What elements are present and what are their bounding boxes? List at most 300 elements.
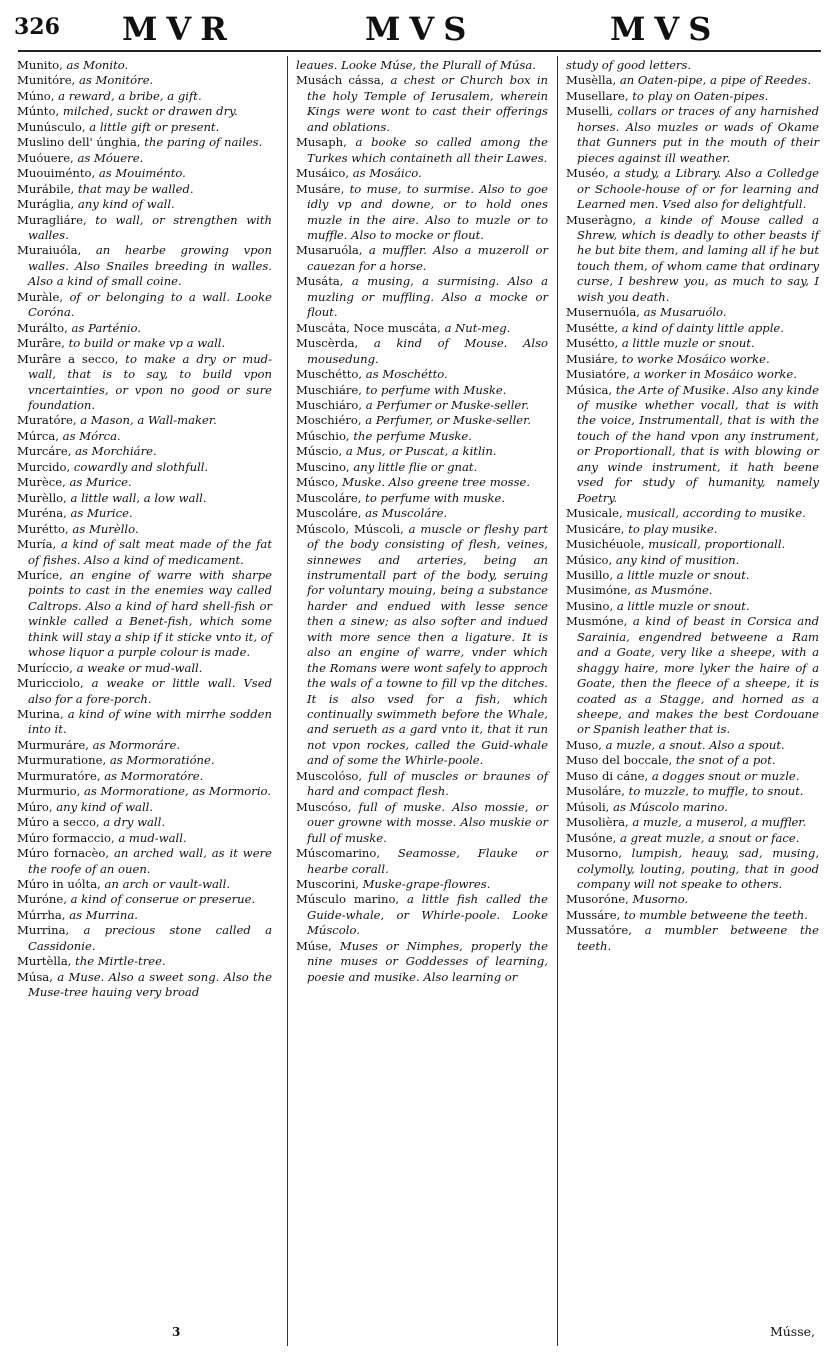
entry-headword: Múro in uólta, [17,877,101,892]
entry-definition: the paring of nailes. [144,135,263,150]
entry-definition: a muscle or fleshy part of the body consisting of flesh, veines, sinnewes and arteries, being an instrumentall part of the body, seruing for voluntary mouing, being a substance harder and endued with lesse sence then a sinew; as also softer and indued with more sence then a ligature. It is also an engine of warre, vnder which the Romans were wont safely to approch the wals of a towne to fill vp the ditches. It is also vsed for a fish, which continually swimmeth before the Whale, and serueth as a gard vnto it, that it run not vpon rockes, called the Guid-whale and of some the Whirle-poole. [307,521,548,768]
entry-headword: Murmuratóre, [17,768,101,783]
dictionary-entry [17,166,272,181]
dictionary-entry [17,769,272,784]
dictionary-entry [296,367,548,382]
entry-definition: to play on Oaten-pipes. [632,88,769,103]
entry-headword: Musóne, [566,830,617,845]
entry-headword: Múschio, [296,428,350,443]
entry-headword: Muraiuóla, [17,243,82,258]
entry-definition: a little muzle or snout. [616,598,750,613]
dictionary-entry [296,135,548,166]
entry-headword: Muróne, [17,892,67,907]
entry-definition: collars or traces of any harnished horses. Also muzles or wads of Okame that Gunners put in the mouth of their pieces against ill weather. [577,104,819,165]
entry-headword: Musoláre, [566,784,625,799]
entry-definition: a weake or little wall. Vsed also for a fore-porch. [28,676,272,706]
entry-definition: an hearbe growing vpon walles. Also Snailes breeding in walles. Also a kind of small coine. [28,243,272,289]
entry-headword: Múrca, [17,428,59,443]
dictionary-entry [296,444,548,459]
entry-headword: Musáta, [296,274,344,289]
entry-headword: Murèllo, [17,490,67,505]
dictionary-entry [17,970,272,1001]
entry-definition: as Parténio. [71,320,141,335]
dictionary-entry [17,429,272,444]
dictionary-entry [566,923,819,954]
entry-definition: full of muske. Also mossie, or ouer growne with mosse. Also muskie or full of muske. [307,799,549,845]
dictionary-entry [296,522,548,769]
dictionary-entry [566,753,819,768]
dictionary-entry [296,58,548,73]
dictionary-entry [17,568,272,661]
dictionary-entry [17,491,272,506]
entry-definition: a kind of dainty little apple. [621,320,784,335]
entry-definition: a Nut-meg. [444,320,511,335]
entry-headword: Múse, [296,938,332,953]
entry-definition: as Mormoratióne. [109,753,215,768]
entry-definition: any kind of wall. [56,799,154,814]
dictionary-entry [296,73,548,135]
entry-definition: to worke Mosáico worke. [621,351,770,366]
entry-definition: to muzzle, to muffle, to snout. [628,784,804,799]
entry-definition: as Muscoláre. [365,506,448,521]
dictionary-entry [566,104,819,166]
entry-definition: a little fish called the Guide-whale, or Whirle-poole. Looke Múscolo. [307,892,548,938]
entry-headword: Muscolóso, [296,768,363,783]
dictionary-entry [17,738,272,753]
entry-headword: Muráglia, [17,197,75,212]
entry-headword: Muscoláre, [296,490,362,505]
dictionary-entry [17,707,272,738]
entry-definition: the perfume Muske. [353,428,472,443]
entry-definition: a chest or Church box in the holy Temple of Ierusalem, wherein Kings were wont to cast their offerings and oblations. [307,73,549,134]
entry-definition: the Mirtle-tree. [75,954,166,969]
entry-headword: Moschiéro, [296,413,362,428]
dictionary-entry [566,213,819,306]
entry-headword: Múro fornacèo, [17,846,109,861]
entry-definition: Seamosse, Flauke or hearbe corall. [307,846,549,876]
dictionary-entry [296,243,548,274]
entry-definition: to mumble betweene the teeth. [623,907,808,922]
entry-definition: as Múscolo marino. [613,799,728,814]
dictionary-entry [566,846,819,892]
entry-definition: a Mus, or Puscat, a kitlin. [345,444,497,459]
entry-headword: Murmuratione, [17,753,107,768]
entry-definition: a great muzle, a snout or face. [619,830,800,845]
entry-definition: a mud-wall. [118,830,187,845]
entry-headword: Múro, [17,799,53,814]
entry-definition: a kinde of Mouse called a Shrew, which is deadly to other beasts if he but bite them, and laming all if he but touch them, of whom came that ordinary curse, I beshrew you, as much to say, I wish you death. [577,212,820,304]
dictionary-entry [566,800,819,815]
entry-headword: Músico, [566,552,613,567]
dictionary-entry [296,939,548,985]
entry-headword: Músoli, [566,799,610,814]
dictionary-entry [566,73,819,88]
entry-headword: Musoróne, [566,892,629,907]
dictionary-entry [17,243,272,289]
entry-definition: as Monito. [66,58,129,72]
dictionary-entry [17,58,272,73]
entry-headword: Musèlla, [566,73,617,88]
entry-headword: Múro formaccio, [17,830,115,845]
entry-definition: a little wall, a low wall. [70,490,207,505]
entry-definition: the Arte of Musike. Also any kinde of musike whether vocall, that is with the voice, Instrumentall, that is with the touch of the hand vpon any instrument, or Proportionall, that is with blowing or any winde instrument, it hath beene vsed for study of humanity, namely Poetry. [577,382,819,505]
entry-headword: Murcáre, [17,444,72,459]
entry-definition: a little muzle or snout. [616,567,750,582]
entry-definition: cowardly and slothfull. [73,459,209,474]
entry-definition: that may be walled. [77,181,194,196]
dictionary-entry [296,800,548,846]
entry-definition: Musorno. [632,892,689,907]
entry-definition: to perfume with Muske. [365,382,507,397]
dictionary-entry [17,321,272,336]
entry-headword: Músco, [296,475,339,490]
left-headword: MVR [122,10,236,48]
entry-headword: Musorno, [566,846,622,861]
entry-headword: Musmóne, [566,614,628,629]
dictionary-entry [17,815,272,830]
entry-headword: Muscáta, Noce muscáta, [296,320,441,335]
dictionary-entry [296,398,548,413]
entry-headword: Murtèlla, [17,954,72,969]
dictionary-entry [566,738,819,753]
entry-definition: as Mormoráre. [92,737,181,752]
entry-definition: as Murèllo. [72,521,139,536]
column-1 [17,58,272,1001]
catchword: Músse, [769,1324,815,1339]
entry-definition: an engine of warre with sharpe points to cast in the enemies way called Caltrops. Also a kind of hard shell-fish or winkle called a Benet-fish, which some think will stay a ship if it sticke vnto it, of whose liquor a purple colour is made. [28,567,273,660]
entry-definition: a worker in Mosáico worke. [633,367,797,382]
entry-definition: a dry wall. [103,815,166,830]
dictionary-entry [17,290,272,321]
entry-definition: an arched wall, as it were the roofe of an ouen. [28,846,272,876]
entry-definition: musicall, according to musike. [626,506,806,521]
dictionary-entry [566,553,819,568]
dictionary-entry [566,599,819,614]
entry-definition: a muzle, a snout. Also a spout. [605,737,785,752]
dictionary-entry [17,120,272,135]
entry-headword: Musicáre, [566,521,625,536]
entry-definition: as Musmóne. [634,583,713,598]
entry-definition: Muses or Nimphes, properly the nine muses or Goddesses of learning, poesie and musike. Also learning or [307,938,548,984]
entry-headword: Murétto, [17,521,69,536]
dictionary-entry [17,182,272,197]
dictionary-entry [17,336,272,351]
entry-definition: to wall, or strengthen with walles. [28,212,273,242]
entry-definition: a reward, a bribe, a gift. [58,88,202,103]
dictionary-entry [17,784,272,799]
entry-headword: Musách cássa, [296,73,385,88]
dictionary-entry [566,583,819,598]
dictionary-entry [566,568,819,583]
entry-headword: Múnto, [17,104,60,119]
entry-definition: a Perfumer or Muske-seller. [365,397,530,412]
dictionary-entry [296,506,548,521]
entry-definition: a Muse. Also a sweet song. Also the Muse-tree hauing very broad [28,969,272,1000]
entry-headword: Murâre a secco, [17,351,119,366]
entry-definition: a weake or mud-wall. [76,660,203,675]
entry-headword: Muselli, [566,104,613,119]
entry-headword: Muséo, [566,166,609,181]
entry-headword: Musichéuole, [566,537,645,552]
entry-headword: Musicale, [566,506,623,521]
dictionary-entry [296,877,548,892]
entry-headword: Múscolo, Múscoli, [296,521,404,536]
dictionary-entry [296,460,548,475]
dictionary-entry [566,352,819,367]
entry-definition: a musing, a surmising. Also a muzling or muffling. Also a mocke or flout. [307,274,548,320]
entry-headword: Muréna, [17,506,67,521]
entry-definition: any little flie or gnat. [353,459,478,474]
entry-definition: as Murrina. [69,907,138,922]
entry-headword: Musimóne, [566,583,631,598]
dictionary-entry [566,89,819,104]
entry-headword: Muríccio, [17,660,73,675]
dictionary-entry [566,769,819,784]
entry-headword: Musernuóla, [566,305,640,320]
dictionary-entry [296,383,548,398]
entry-headword: Musillo, [566,567,614,582]
entry-definition: as Murice. [70,506,133,521]
entry-headword: Muso del boccale, [566,753,673,768]
entry-headword: Munitóre, [17,73,76,88]
entry-headword: Musétto, [566,336,619,351]
entry-definition: a muffler. Also a muzeroll or cauezan for a horse. [307,243,549,273]
entry-headword: Muscèrda, [296,336,359,351]
running-header [10,8,819,50]
entry-headword: Musétte, [566,320,619,335]
dictionary-entry [566,522,819,537]
dictionary-entry [17,135,272,150]
dictionary-entry [566,383,819,507]
entry-definition: leaues. Looke Múse, the Plurall of Músa. [296,58,536,72]
dictionary-entry [296,321,548,336]
entry-definition: as Morchiáre. [75,444,157,459]
center-headword: MVS [365,10,476,48]
dictionary-entry [17,506,272,521]
entry-definition: a kind of beast in Corsica and Sarainia, engendred betweene a Ram and a Goate, very like a sheepe, with a shaggy haire, more lyker the haire of a Goate, then the fleece of a sheepe, it is coated as a Stagge, and horned as a sheepe, and makes the best Cordouane or Spanish leather that is. [577,614,819,737]
entry-definition: Muske-grape-flowres. [362,877,491,892]
dictionary-entry [566,336,819,351]
dictionary-entry [566,815,819,830]
dictionary-entry [566,321,819,336]
entry-definition: the snot of a pot. [675,753,776,768]
dictionary-entry [17,73,272,88]
entry-definition: as Mouiménto. [98,166,186,181]
dictionary-entry [17,831,272,846]
entry-definition: an Oaten-pipe, a pipe of Reedes. [619,73,812,88]
dictionary-entry [17,753,272,768]
dictionary-entry [566,831,819,846]
dictionary-entry [17,413,272,428]
dictionary-entry [296,846,548,877]
dictionary-entry [17,460,272,475]
entry-definition: as Mormoratóre. [104,768,204,783]
entry-headword: Musiatóre, [566,367,630,382]
dictionary-entry [296,182,548,244]
dictionary-entry [296,475,548,490]
entry-definition: lumpish, heauy, sad, musing, colymolly, louting, pouting, that in good company will not speake to others. [577,846,819,892]
entry-definition: a kind of wine with mirrhe sodden into it. [28,707,272,737]
entry-headword: Muràle, [17,289,64,304]
dictionary-entry [17,661,272,676]
entry-headword: Murcido, [17,459,71,474]
dictionary-entry [566,908,819,923]
entry-definition: to build or make vp a wall. [68,336,226,351]
entry-headword: Musiáre, [566,351,618,366]
entry-headword: Munito, [17,58,63,72]
entry-headword: Múro a secco, [17,815,100,830]
entry-definition: a kind of conserue or preserue. [70,892,256,907]
entry-definition: as Moschétto. [365,367,448,382]
entry-definition: a little muzle or snout. [621,336,755,351]
signature-mark: 3 [172,1325,181,1339]
entry-headword: Muso, [566,737,602,752]
entry-definition: any kind of wall. [77,197,175,212]
entry-definition: a precious stone called a Cassidonie. [28,923,272,953]
entry-headword: Murèce, [17,475,66,490]
entry-definition: to play musike. [628,521,718,536]
dictionary-entry [566,892,819,907]
entry-headword: Murrina, [17,923,70,938]
entry-headword: Muscorini, [296,877,359,892]
entry-definition: to make a dry or mud-wall, that is to say, to build vpon vncertainties, or vpon no good or sure foundation. [28,351,272,412]
entry-headword: Musaph, [296,135,347,150]
dictionary-entry [296,769,548,800]
dictionary-entry [17,522,272,537]
entry-headword: Murálto, [17,320,68,335]
dictionary-entry [17,151,272,166]
entry-headword: Muóuere, [17,150,74,165]
dictionary-entry [296,274,548,320]
dictionary-entry [296,336,548,367]
entry-definition: milched, suckt or drawen dry. [62,104,238,119]
entry-definition: full of muscles or braunes of hard and compact flesh. [307,768,548,799]
dictionary-entry [17,89,272,104]
dictionary-entry [296,429,548,444]
entry-headword: Muragliáre, [17,212,87,227]
entry-definition: a mumbler betweene the teeth. [577,923,819,953]
entry-headword: Muschiáro, [296,397,363,412]
entry-headword: Múscio, [296,444,343,459]
dictionary-entry [566,166,819,212]
entry-headword: Muricciolo, [17,676,84,691]
entry-definition: as Musaruólo. [643,305,727,320]
entry-definition: musicall, proportionall. [648,537,786,552]
dictionary-entry [17,537,272,568]
entry-headword: Musáico, [296,166,350,181]
right-headword: MVS [610,10,721,48]
column-divider-1 [287,56,288,1346]
dictionary-entry [17,213,272,244]
entry-definition: as Móuere. [77,150,144,165]
entry-headword: Múscomarino, [296,846,381,861]
entry-headword: Mussáre, [566,907,621,922]
entry-definition: a little gift or present. [89,119,220,134]
entry-definition: a booke so called among the Turkes which containeth all their Lawes. [307,135,549,165]
entry-headword: Muríce, [17,567,63,582]
dictionary-entry [17,800,272,815]
entry-headword: Musaruóla, [296,243,363,258]
entry-headword: Múrrha, [17,907,66,922]
entry-definition: a muzle, a muserol, a muffler. [632,815,807,830]
dictionary-entry [17,104,272,119]
entry-headword: Museràgno, [566,212,637,227]
dictionary-entry [17,908,272,923]
entry-headword: Musáre, [296,181,345,196]
entry-headword: Muría, [17,537,57,552]
entry-headword: Música, [566,382,613,397]
entry-definition: a kind of Mouse. Also mousedung. [307,336,549,366]
entry-headword: Musolièra, [566,815,629,830]
dictionary-entry [17,197,272,212]
entry-headword: Musino, [566,598,614,613]
entry-definition: a dogges snout or muzle. [651,768,800,783]
entry-headword: Muscóso, [296,799,352,814]
dictionary-entry [17,892,272,907]
entry-definition: to perfume with muske. [365,490,506,505]
entry-definition: an arch or vault-wall. [104,877,231,892]
dictionary-entry [17,954,272,969]
page-number: 326 [14,14,60,40]
column-2 [296,58,548,985]
dictionary-entry [17,846,272,877]
entry-headword: Músculo marino, [296,892,400,907]
entry-headword: Murmuráre, [17,737,89,752]
entry-definition: as Murice. [69,475,132,490]
entry-definition: a kind of salt meat made of the fat of fishes. Also a kind of medicament. [28,537,272,567]
entry-definition: as Mormoratione, as Mormorio. [83,784,271,799]
entry-headword: Murina, [17,707,64,722]
entry-definition: as Mosáico. [352,166,422,181]
entry-definition: a Mason, a Wall-maker. [80,413,217,428]
dictionary-entry [17,923,272,954]
entry-definition: study of good letters. [566,58,692,72]
dictionary-entry [296,491,548,506]
entry-headword: Muouiménto, [17,166,96,181]
entry-headword: Músa, [17,969,53,984]
entry-headword: Múno, [17,88,55,103]
dictionary-entry [566,614,819,738]
dictionary-entry [17,676,272,707]
entry-definition: as Mórca. [62,428,121,443]
entry-headword: Muschétto, [296,367,363,382]
entry-headword: Muscino, [296,459,350,474]
dictionary-entry [566,537,819,552]
entry-definition: a Perfumer, or Muske-seller. [365,413,532,428]
dictionary-entry [566,784,819,799]
entry-definition: as Monitóre. [78,73,154,88]
dictionary-entry [566,305,819,320]
dictionary-entry [566,367,819,382]
dictionary-entry [296,892,548,938]
entry-headword: Murmurio, [17,784,81,799]
column-3 [566,58,819,954]
entry-headword: Munúsculo, [17,119,86,134]
column-divider-2 [557,56,558,1346]
entry-definition: any kind of musition. [615,552,740,567]
entry-headword: Muso di cáne, [566,768,649,783]
dictionary-entry [17,475,272,490]
entry-definition: to muse, to surmise. Also to goe idly vp and downe, or to hold ones muzle in the aire. Also to muzle or to muffle. Also to mocke or flout. [307,181,548,242]
entry-definition: Muske. Also greene tree mosse. [342,475,531,490]
entry-headword: Mussatóre, [566,923,632,938]
dictionary-entry [296,166,548,181]
header-rule [18,50,821,52]
entry-headword: Muratóre, [17,413,77,428]
dictionary-entry [17,444,272,459]
entry-definition: of or belonging to a wall. Looke Coróna. [28,289,272,320]
entry-definition: a study, a Library. Also a Colledge or Schoole-house of or for learning and Learned men. Vsed also for delightfull. [577,166,820,212]
